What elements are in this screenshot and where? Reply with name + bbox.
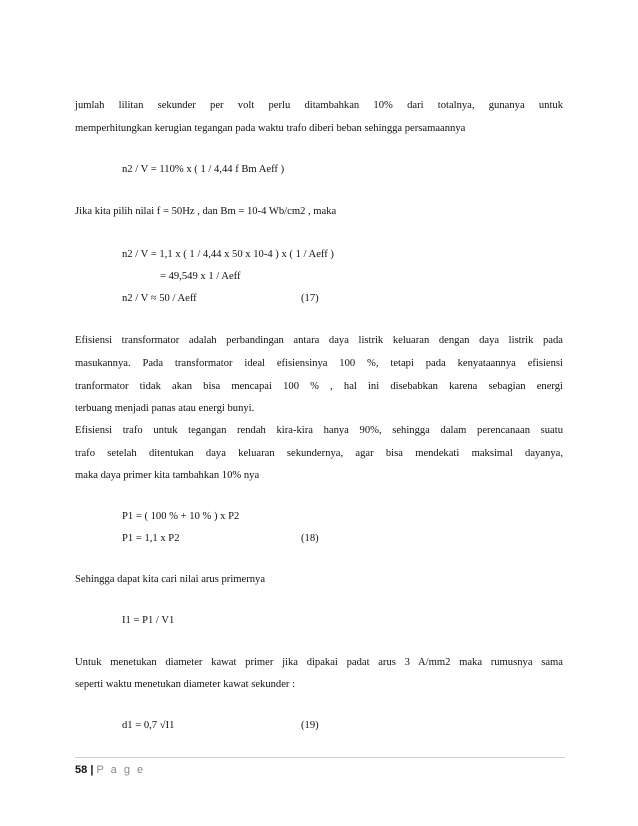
paragraph-line: trafo setelah ditentukan daya keluaran sekundernya, agar bisa mendekati maksimal dayanya, <box>75 448 563 459</box>
equation-number: (17) <box>301 293 319 304</box>
paragraph-line: Jika kita pilih nilai f = 50Hz , dan Bm = 10-4 Wb/cm2 , maka <box>75 206 337 217</box>
footer-separator: | <box>90 764 94 776</box>
page-label: P a g e <box>96 764 146 776</box>
equation: P1 = 1,1 x P2 <box>122 533 180 544</box>
equation: n2 / V ≈ 50 / Aeff <box>122 293 197 304</box>
equation-number: (19) <box>301 720 319 731</box>
paragraph-line: Efisiensi trafo untuk tegangan rendah kira-kira hanya 90%, sehingga dalam perencanaan suatu <box>75 425 563 436</box>
paragraph-line: Efisiensi transformator adalah perbandingan antara daya listrik keluaran dengan daya listrik pada <box>75 335 563 346</box>
equation: P1 = ( 100 % + 10 % ) x P2 <box>122 511 240 522</box>
paragraph-line: maka daya primer kita tambahkan 10% nya <box>75 470 260 481</box>
equation-number: (18) <box>301 533 319 544</box>
equation: n2 / V = 110% x ( 1 / 4,44 f Bm Aeff ) <box>122 164 285 175</box>
page-footer <box>75 763 145 777</box>
equation: I1 = P1 / V1 <box>122 615 175 626</box>
paragraph-line: terbuang menjadi panas atau energi bunyi. <box>75 403 255 414</box>
paragraph-line: seperti waktu menetukan diameter kawat sekunder : <box>75 679 296 690</box>
paragraph-line: Sehingga dapat kita cari nilai arus primernya <box>75 574 266 585</box>
equation: d1 = 0,7 √I1 <box>122 720 175 731</box>
paragraph-line: masukannya. Pada transformator ideal efisiensinya 100 %, tetapi pada kenyataannya efisiensi <box>75 358 563 369</box>
footer-divider <box>75 757 565 758</box>
paragraph-line: jumlah lilitan sekunder per volt perlu ditambahkan 10% dari totalnya, gunanya untuk <box>75 100 563 111</box>
equation: = 49,549 x 1 / Aeff <box>160 271 241 282</box>
paragraph-line: memperhitungkan kerugian tegangan pada waktu trafo diberi beban sehingga persamaannya <box>75 123 466 134</box>
equation: n2 / V = 1,1 x ( 1 / 4,44 x 50 x 10-4 ) x ( 1 / Aeff ) <box>122 249 334 260</box>
page-number: 58 <box>75 764 88 776</box>
paragraph-line: Untuk menetukan diameter kawat primer jika dipakai padat arus 3 A/mm2 maka rumusnya sama <box>75 657 563 668</box>
paragraph-line: tranformator tidak akan bisa mencapai 100 % , hal ini disebabkan karena sebagian energi <box>75 381 563 392</box>
